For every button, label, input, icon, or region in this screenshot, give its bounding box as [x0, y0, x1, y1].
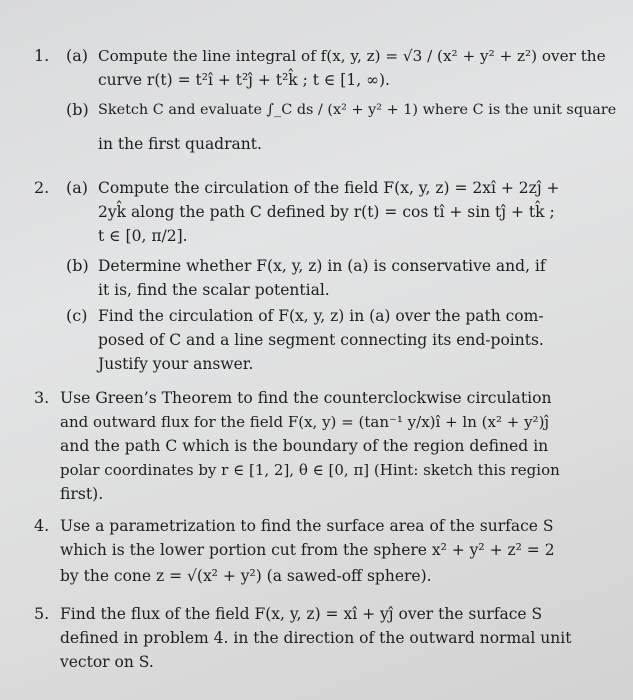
problem-line: Use Green’s Theorem to find the counterclockwise circulation [60, 389, 552, 407]
problem-line: vector on S. [60, 653, 154, 671]
problem-number: 2. [34, 178, 50, 197]
problem-line: Determine whether F(x, y, z) in (a) is conservative and, if [98, 257, 546, 275]
problem-line: first). [60, 485, 104, 503]
problem-line: Find the flux of the field F(x, y, z) = xî + yĵ over the surface S [60, 605, 543, 623]
part-label: (a) [66, 46, 89, 65]
problem-number: 1. [34, 46, 50, 65]
problem-line: defined in problem 4. in the direction of the outward normal unit [60, 629, 572, 647]
problem-number: 4. [34, 516, 50, 535]
problem-line: by the cone z = √(x² + y²) (a sawed-off sphere). [60, 567, 432, 585]
problem-line: Find the circulation of F(x, y, z) in (a) over the path com- [98, 307, 544, 325]
problem-line: it is, find the scalar potential. [98, 281, 330, 299]
problem-line: Compute the circulation of the field F(x, y, z) = 2xî + 2zĵ + [98, 179, 560, 197]
problem-line: Compute the line integral of f(x, y, z) = √3 / (x² + y² + z²) over the [98, 47, 606, 65]
problem-line: in the first quadrant. [98, 135, 262, 153]
problem-line: Use a parametrization to find the surface area of the surface S [60, 517, 554, 535]
problem-line: polar coordinates by r ∈ [1, 2], θ ∈ [0, π] (Hint: sketch this region [60, 461, 560, 479]
problem-line: posed of C and a line segment connecting its end-points. [98, 331, 544, 349]
problem-line: t ∈ [0, π/2]. [98, 227, 188, 245]
part-label: (b) [66, 256, 89, 275]
problem-number: 5. [34, 604, 50, 623]
problem-line: which is the lower portion cut from the sphere x² + y² + z² = 2 [60, 541, 555, 559]
problem-line: Sketch C and evaluate ∫_C ds / (x² + y² + 1) where C is the unit square [98, 102, 617, 118]
problem-number: 3. [34, 388, 50, 407]
problem-line: 2yk̂ along the path C defined by r(t) = cos tî + sin tĵ + tk̂ ; [98, 203, 555, 221]
part-label: (c) [66, 306, 88, 325]
part-label: (b) [66, 100, 89, 119]
problem-line: curve r(t) = t²î + t²ĵ + t²k̂ ; t ∈ [1, ∞). [98, 71, 390, 89]
problem-line: and the path C which is the boundary of the region defined in [60, 437, 549, 455]
problem-line: and outward flux for the field F(x, y) = (tan⁻¹ y/x)î + ln (x² + y²)ĵ [60, 413, 550, 431]
part-label: (a) [66, 178, 89, 197]
problem-line: Justify your answer. [98, 355, 254, 373]
